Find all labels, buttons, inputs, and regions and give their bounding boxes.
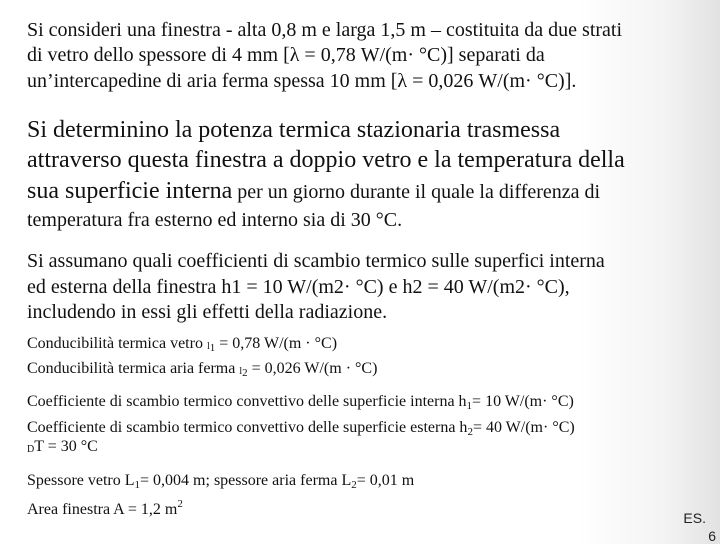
k2-subscript: 2: [242, 367, 248, 379]
k1-label: Conducibilità termica vetro: [27, 335, 207, 352]
task-line-2: attraverso questa finestra a doppio vetro e la temperatura della: [27, 147, 625, 173]
slide-footer-label: ES.: [683, 510, 706, 526]
delta-symbol: D: [27, 444, 35, 455]
h1-value: = 10 W/(m· °C): [472, 393, 574, 410]
task-line-3-rest: per un giorno durante il quale la differenza di: [232, 181, 601, 203]
slide-footer-number: 6: [708, 528, 716, 544]
k2-label: Conducibilità termica aria ferma: [27, 360, 240, 377]
task-line-3: [27, 177, 600, 208]
intro-line-1: Si consideri una finestra - alta 0,8 m e larga 1,5 m – costituita da due strati: [27, 19, 623, 41]
thickness-label: Spessore vetro L: [27, 472, 135, 489]
lambda-symbol: l: [239, 366, 243, 377]
data-delta-t: [27, 435, 98, 461]
assume-line-3: includendo in essi gli effetti della radiazione.: [27, 301, 388, 323]
h2-label: Coefficiente di scambio termico convettivo delle superficie esterna h: [27, 419, 468, 436]
data-conductivity-glass: [27, 332, 337, 360]
area-label: Area finestra A = 1,2 m: [27, 501, 178, 518]
k1-subscript: 1: [209, 342, 216, 354]
lambda-symbol: l: [206, 341, 210, 352]
task-line-4: temperatura fra esterno ed interno sia di 30 °C.: [27, 209, 403, 231]
k2-value: = 0,026 W/(m · °C): [247, 360, 378, 377]
area-superscript: 2: [177, 498, 183, 510]
task-line-3-emph: sua superficie interna: [27, 178, 233, 204]
h1-subscript: 1: [466, 400, 473, 412]
delta-t-value: T = 30 °C: [34, 438, 98, 455]
h2-value: = 40 W/(m· °C): [472, 419, 575, 436]
task-line-1: Si determinino la potenza termica stazionaria trasmessa: [27, 117, 561, 143]
data-area: [27, 493, 183, 521]
l1-subscript: 1: [134, 479, 141, 491]
h1-label: Coefficiente di scambio termico convettivo delle superficie interna h: [27, 393, 467, 410]
k1-value: = 0,78 W/(m · °C): [215, 335, 338, 352]
l2-subscript: 2: [351, 479, 357, 491]
data-conductivity-air: [27, 357, 377, 385]
assume-line-2: ed esterna della finestra h1 = 10 W/(m2· °C) e h2 = 40 W/(m2· °C),: [27, 276, 570, 298]
thickness-value: = 0,01 m: [356, 472, 415, 489]
h2-subscript: 2: [467, 426, 473, 438]
data-h2: [27, 416, 575, 444]
intro-line-2: di vetro dello spessore di 4 mm [λ = 0,78 W/(m· °C)] separati da: [27, 44, 545, 66]
thickness-mid: = 0,004 m; spessore aria ferma L: [140, 472, 352, 489]
intro-line-3: un’intercapedine di aria ferma spessa 10 mm [λ = 0,026 W/(m· °C)].: [27, 70, 577, 92]
data-h1: [27, 390, 574, 418]
assume-line-1: Si assumano quali coefficienti di scambio termico sulle superfici interna: [27, 250, 605, 272]
